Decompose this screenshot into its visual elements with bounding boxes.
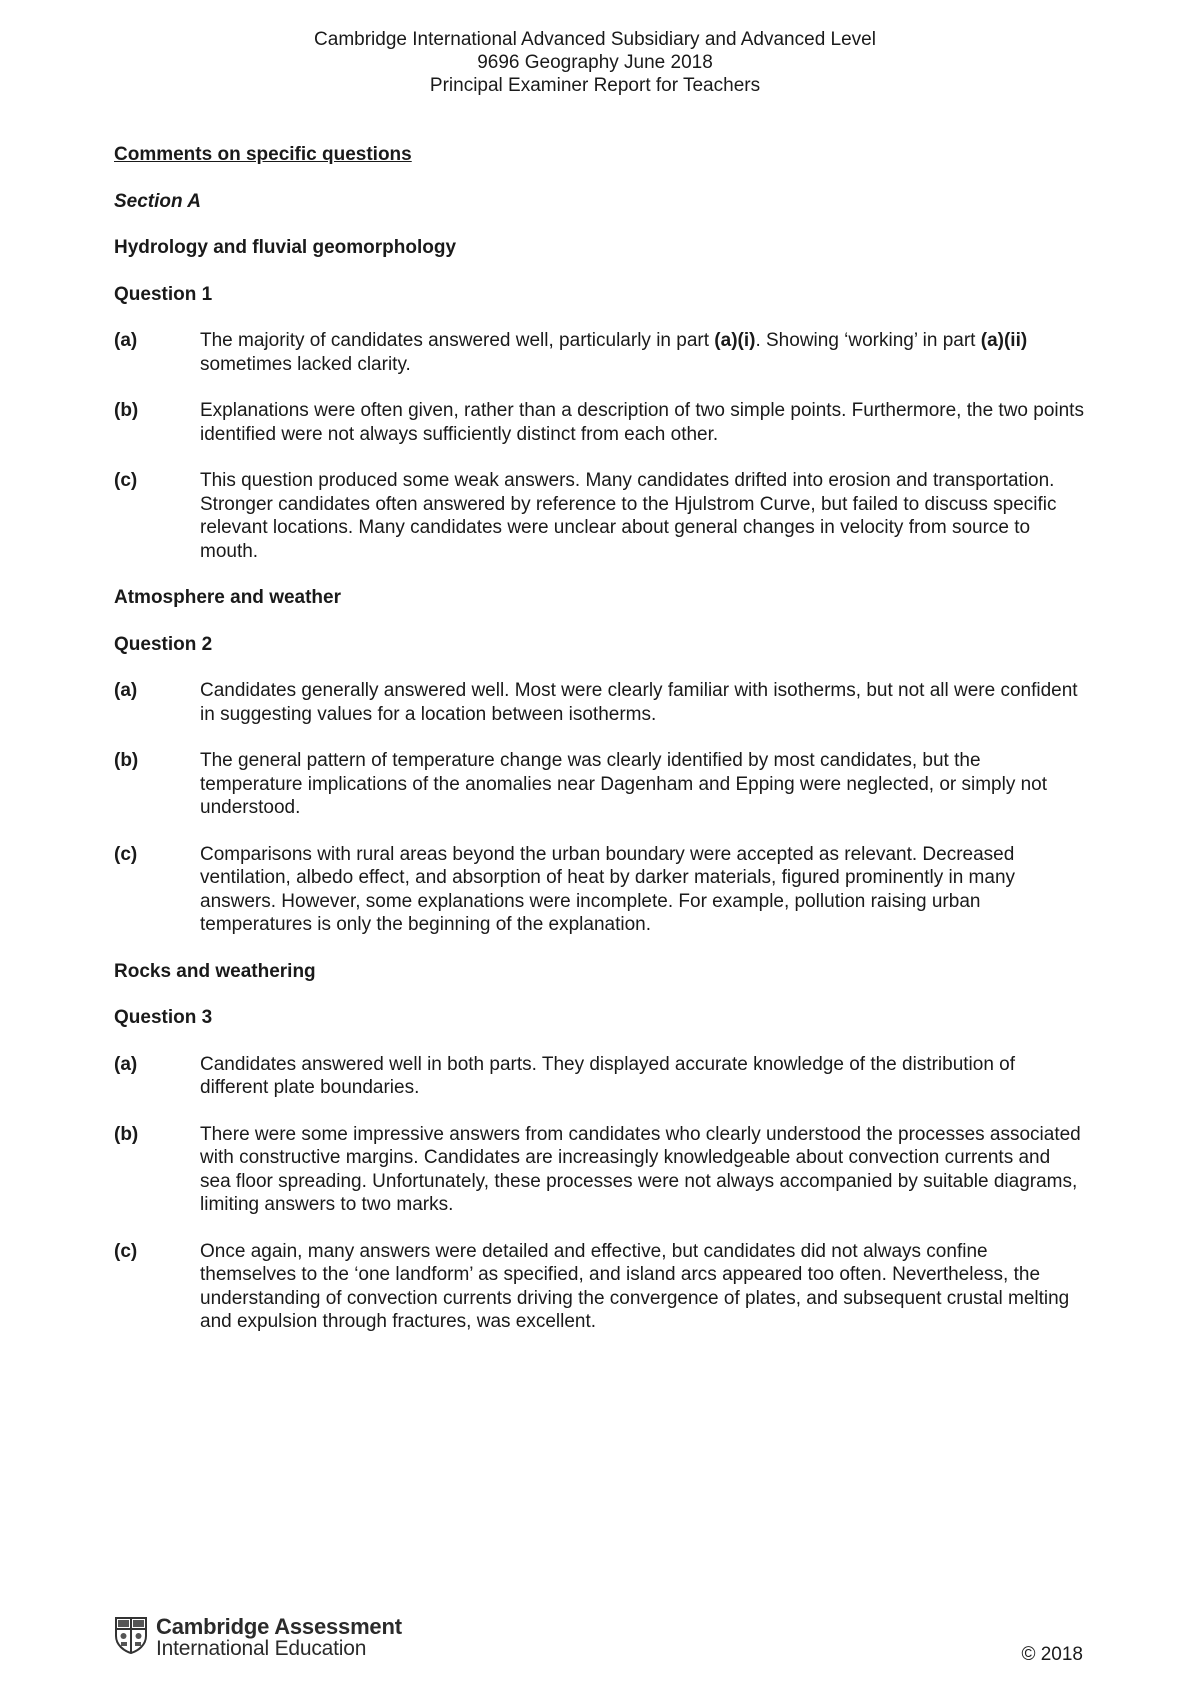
comment-text: The general pattern of temperature change was clearly identified by most candidates, but the temperature implications of the anomalies near Dagenham and Epping were neglected, or simply not understood.: [200, 750, 1048, 818]
copyright: © 2018: [1021, 1644, 1083, 1665]
question-part: [114, 843, 1084, 937]
comment-text: Explanations were often given, rather than a description of two simple points. Furthermore, the two points identified were not always sufficiently distinct from each other.: [200, 400, 1084, 445]
comment-text: Once again, many answers were detailed and effective, but candidates did not always confine themselves to the ‘one landform’ as specified, and island arcs appeared too often. Nevertheless, the understanding of convection currents driving the convergence of plates, and subsequent crustal melting and expulsion through fractures, was excellent.: [200, 1240, 1070, 1332]
topic-title: Hydrology and fluvial geomorphology: [114, 237, 457, 258]
topic-title: Rocks and weathering: [114, 960, 316, 982]
question-heading: Question 2: [114, 633, 213, 655]
part-comment: [200, 399, 1084, 446]
question-part: [114, 1123, 1084, 1217]
question-part: [114, 399, 1084, 446]
header-line-3: Principal Examiner Report for Teachers: [429, 75, 761, 96]
section-heading: Section A: [114, 190, 201, 212]
question-heading: Question 1: [114, 283, 213, 305]
logo-wordmark: [156, 1616, 402, 1660]
comment-text: Comparisons with rural areas beyond the urban boundary were accepted as relevant. Decreased ventilation, albedo effect, and absorption of heat by darker materials, figured prominently in many answers. However, some explanations were incomplete. For example, pollution raising urban temperatures is only the beginning of the explanation.: [200, 843, 1016, 935]
comment-text: This question produced some weak answers. Many candidates drifted into erosion and transportation. Stronger candidates often answered by reference to the Hjulstrom Curve, but failed to discuss specific relevant locations. Many candidates were unclear about general changes in velocity from source to mouth.: [200, 470, 1057, 562]
question-heading: Question 3: [114, 1007, 213, 1028]
comment-text: sometimes lacked clarity.: [200, 353, 411, 375]
part-comment: [200, 1240, 1084, 1334]
question-part: [114, 1240, 1084, 1334]
part-label: (c): [114, 1240, 138, 1262]
logo-line-1: Cambridge Assessment: [156, 1614, 402, 1640]
part-comment: [200, 843, 1084, 937]
header-line-1: Cambridge International Advanced Subsidiary and Advanced Level: [314, 29, 876, 50]
part-label: (c): [114, 470, 138, 491]
question-part: [114, 749, 1084, 820]
page-header: [0, 28, 1190, 97]
report-content: [114, 143, 1084, 1357]
part-comment: [200, 1053, 1084, 1100]
comment-text: . Showing ‘working’ in part: [755, 330, 981, 351]
part-comment: [200, 329, 1084, 376]
comment-text: Candidates answered well in both parts. They displayed accurate knowledge of the distribution of different plate boundaries.: [200, 1053, 1016, 1098]
part-comment: [200, 749, 1084, 820]
part-reference: (a)(ii): [980, 330, 1028, 351]
part-label: (a): [114, 330, 138, 351]
comments-heading: Comments on specific questions: [114, 144, 412, 165]
part-comment: [200, 469, 1084, 563]
part-label: (a): [114, 1053, 138, 1075]
part-label: (b): [114, 400, 139, 421]
question-part: [114, 1053, 1084, 1100]
cambridge-shield-icon: [114, 1616, 148, 1661]
comment-text: Candidates generally answered well. Most were clearly familiar with isotherms, but not all were confident in suggesting values for a location between isotherms.: [200, 680, 1078, 725]
comment-text: There were some impressive answers from candidates who clearly understood the processes associated with constructive margins. Candidates are increasingly knowledgeable about convection currents and sea floor spreading. Unfortunately, these processes were not always accompanied by suitable diagrams, limiting answers to two marks.: [200, 1123, 1081, 1215]
part-label: (b): [114, 1123, 139, 1145]
logo-line-2: International Education: [156, 1637, 367, 1661]
question-part: [114, 469, 1084, 563]
topic-title: Atmosphere and weather: [114, 587, 341, 608]
part-comment: [200, 679, 1084, 726]
question-part: [114, 679, 1084, 726]
part-label: (c): [114, 843, 138, 865]
topics-container: [114, 236, 1084, 1334]
part-reference: (a)(i): [714, 330, 756, 351]
header-line-2: 9696 Geography June 2018: [477, 52, 713, 73]
comment-text: The majority of candidates answered well, particularly in part: [200, 330, 715, 351]
part-comment: [200, 1123, 1084, 1217]
cambridge-logo: [114, 1616, 402, 1661]
part-label: (a): [114, 680, 138, 701]
question-part: [114, 329, 1084, 376]
part-label: (b): [114, 750, 139, 771]
